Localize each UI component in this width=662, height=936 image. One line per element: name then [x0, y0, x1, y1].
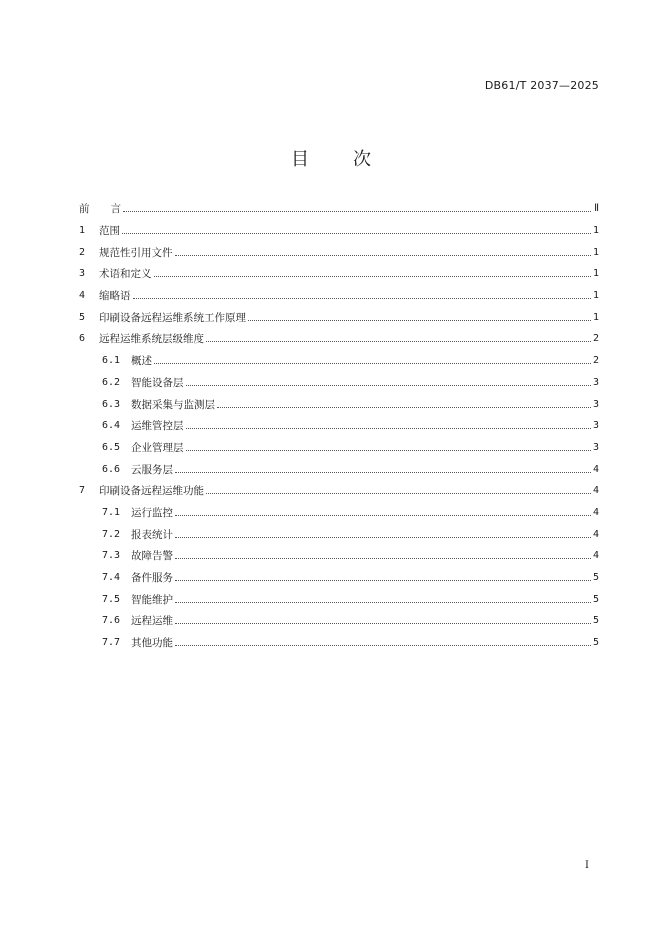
toc-entry-number: 7	[79, 485, 86, 497]
toc-entry-label: 报表统计	[131, 528, 173, 541]
toc-dot-leader	[248, 320, 591, 321]
toc-entry-number: 6.1	[102, 355, 121, 367]
toc-entry-label: 运行监控	[131, 506, 173, 519]
toc-entry-number: 6.4	[102, 420, 121, 432]
toc-entry-label: 印刷设备远程运维功能	[99, 485, 204, 498]
toc-entry-label: 数据采集与监测层	[131, 398, 215, 411]
toc-dot-leader	[133, 298, 591, 299]
toc-dot-leader	[186, 428, 591, 429]
toc-entry-number: 3	[79, 268, 86, 280]
toc-dot-leader	[154, 276, 591, 277]
toc-entry-number: 4	[79, 290, 86, 302]
toc-dot-leader	[175, 558, 591, 559]
toc-entry-page: 3	[592, 398, 599, 410]
toc-entry-label: 范围	[99, 225, 120, 238]
toc-entry[interactable]	[79, 545, 599, 567]
toc-dot-leader	[186, 450, 591, 451]
toc-entry-label: 远程运维系统层级维度	[99, 333, 204, 346]
toc-entry-number: 1	[79, 225, 86, 237]
toc-entry-number: 6.5	[102, 441, 121, 453]
toc-entry-label: 前 言	[79, 203, 121, 216]
toc-entry-number: 5	[79, 311, 86, 323]
toc-entry-page: 3	[592, 441, 599, 453]
toc-entry-number: 7.6	[102, 615, 121, 627]
toc-entry-number: 6.2	[102, 376, 121, 388]
toc-entry[interactable]	[79, 263, 599, 285]
toc-entry-label: 缩略语	[99, 290, 131, 303]
toc-entry-number: 7.7	[102, 637, 121, 649]
toc-entry[interactable]	[79, 437, 599, 459]
toc-entry-number: 7.4	[102, 572, 121, 584]
toc-entry-page: 4	[592, 463, 599, 475]
toc-entry-page: 3	[592, 420, 599, 432]
toc-entry-label: 云服务层	[131, 463, 173, 476]
toc-dot-leader	[175, 255, 591, 256]
toc-entry[interactable]	[79, 306, 599, 328]
toc-entry-page: 5	[592, 615, 599, 627]
toc-dot-leader	[217, 407, 591, 408]
toc-entry-label: 智能维护	[131, 593, 173, 606]
toc-entry-page: 4	[592, 506, 599, 518]
toc-entry-label: 规范性引用文件	[99, 246, 173, 259]
toc-entry-page: Ⅱ	[594, 203, 599, 215]
toc-entry[interactable]	[79, 415, 599, 437]
toc-entry-page: 2	[592, 333, 599, 345]
toc-dot-leader	[154, 363, 591, 364]
toc-entry-label: 故障告警	[131, 550, 173, 563]
toc-entry[interactable]	[79, 393, 599, 415]
toc-dot-leader	[175, 580, 591, 581]
toc-entry-label: 术语和定义	[99, 268, 152, 281]
toc-entry-page: 4	[592, 550, 599, 562]
toc-dot-leader	[175, 623, 591, 624]
toc-entry-number: 6	[79, 333, 86, 345]
toc-entry-number: 7.5	[102, 593, 121, 605]
toc-entry-page: 1	[592, 225, 599, 237]
toc-entry-page: 5	[592, 637, 599, 649]
toc-entry-page: 2	[592, 355, 599, 367]
toc-entry-label: 智能设备层	[131, 376, 184, 389]
toc-title-char-2: 次	[353, 149, 371, 170]
toc-entry-label: 备件服务	[131, 572, 173, 585]
toc-entry-page: 1	[592, 246, 599, 258]
toc-entry[interactable]	[79, 632, 599, 654]
toc-entry-page: 4	[592, 528, 599, 540]
table-of-contents	[79, 198, 599, 653]
toc-entry[interactable]	[79, 480, 599, 502]
toc-entry[interactable]	[79, 610, 599, 632]
toc-dot-leader	[122, 233, 591, 234]
toc-entry-label: 企业管理层	[131, 441, 184, 454]
toc-entry-number: 7.1	[102, 506, 121, 518]
toc-entry-page: 5	[592, 593, 599, 605]
toc-dot-leader	[206, 341, 591, 342]
toc-entry[interactable]	[79, 328, 599, 350]
toc-entry[interactable]	[79, 567, 599, 589]
toc-dot-leader	[175, 602, 591, 603]
toc-entry-label: 运维管控层	[131, 420, 184, 433]
toc-entry-page: 1	[592, 290, 599, 302]
toc-entry-number: 6.6	[102, 463, 121, 475]
toc-entry-label: 印刷设备远程运维系统工作原理	[99, 311, 246, 324]
toc-dot-leader	[206, 493, 591, 494]
toc-entry-number: 7.2	[102, 528, 121, 540]
toc-entry-page: 3	[592, 376, 599, 388]
toc-entry-page: 4	[592, 485, 599, 497]
toc-entry[interactable]	[79, 241, 599, 263]
toc-dot-leader	[175, 515, 591, 516]
toc-entry[interactable]	[79, 588, 599, 610]
toc-entry-label: 概述	[131, 355, 152, 368]
toc-entry-number: 2	[79, 246, 86, 258]
toc-dot-leader	[175, 645, 591, 646]
page-number: I	[585, 860, 589, 871]
toc-entry-number: 6.3	[102, 398, 121, 410]
toc-dot-leader	[186, 385, 591, 386]
toc-entry[interactable]	[79, 285, 599, 307]
toc-entry-number: 7.3	[102, 550, 121, 562]
toc-entry[interactable]	[79, 502, 599, 524]
toc-entry-page: 1	[592, 311, 599, 323]
toc-entry[interactable]	[79, 523, 599, 545]
toc-title	[0, 145, 662, 171]
toc-entry-label: 其他功能	[131, 637, 173, 650]
toc-entry[interactable]	[79, 220, 599, 242]
toc-dot-leader	[175, 472, 591, 473]
toc-title-char-1: 目	[291, 149, 309, 170]
toc-entry[interactable]	[79, 458, 599, 480]
toc-dot-leader	[123, 211, 591, 212]
toc-dot-leader	[175, 537, 591, 538]
toc-entry[interactable]	[79, 350, 599, 372]
toc-entry-page: 5	[592, 572, 599, 584]
toc-entry[interactable]	[79, 372, 599, 394]
toc-entry[interactable]	[79, 198, 599, 220]
document-code: DB61/T 2037—2025	[484, 79, 599, 92]
toc-entry-label: 远程运维	[131, 615, 173, 628]
toc-entry-page: 1	[592, 268, 599, 280]
